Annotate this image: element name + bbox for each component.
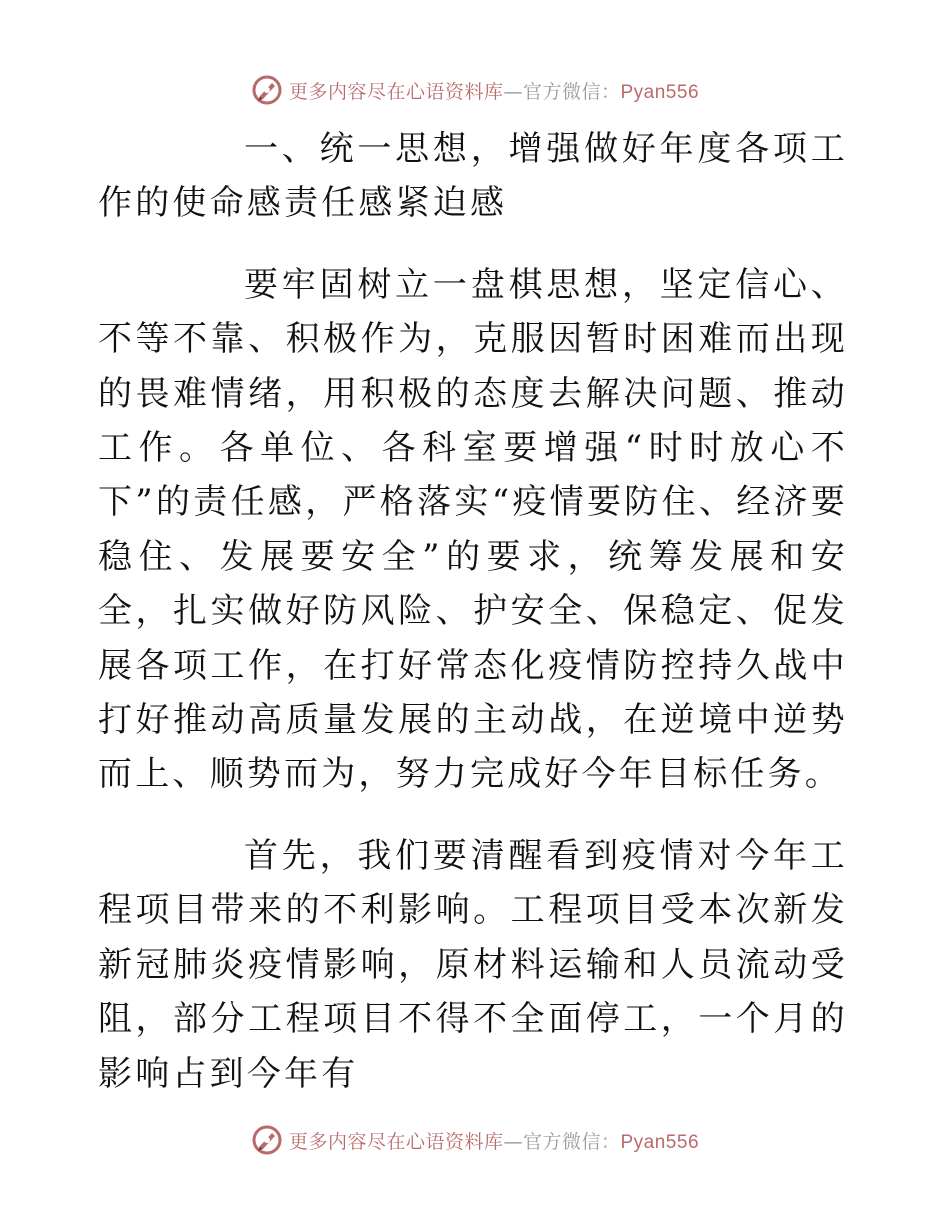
library-logo-icon	[251, 74, 283, 106]
watermark-wechat-label: 官方微信：	[522, 80, 621, 103]
watermark-text	[289, 1127, 699, 1154]
library-logo-icon	[251, 1124, 283, 1156]
watermark-dash: —	[503, 80, 523, 103]
watermark-wechat-id: Pyan556	[620, 81, 700, 103]
paragraph-1: 要牢固树立一盘棋思想，坚定信心、不等不靠、积极作为，克服因暂时困难而出现的畏难情绪，用积极的态度去解决问题、推动工作。各单位、各科室要增强“时时放心不下”的责任感，严格落实“疫情要防住、经济要稳住、发展要安全”的要求，统筹发展和安全，扎实做好防风险、护安全、保稳定、促发展各项工作，在打好常态化疫情防控持久战中打好推动高质量发展的主动战，在逆境中逆势而上、顺势而为，努力完成好今年目标任务。	[98, 264, 848, 795]
document-body	[98, 122, 848, 1128]
section-heading: 一、统一思想，增强做好年度各项工作的使命感责任感紧迫感	[98, 129, 848, 224]
paragraph-2: 首先，我们要清醒看到疫情对今年工程项目带来的不利影响。工程项目受本次新发新冠肺炎疫情影响，原材料运输和人员流动受阻，部分工程项目不得不全面停工，一个月的影响占到今年有	[98, 835, 848, 1094]
watermark-site: 更多内容尽在心语资料库	[288, 80, 504, 103]
watermark-wechat-id: Pyan556	[620, 1131, 700, 1153]
footer-watermark	[0, 1120, 950, 1160]
watermark-dash: —	[503, 1130, 523, 1153]
header-watermark	[0, 70, 950, 110]
watermark-site: 更多内容尽在心语资料库	[288, 1130, 504, 1153]
watermark-text	[289, 77, 699, 104]
watermark-wechat-label: 官方微信：	[522, 1130, 621, 1153]
